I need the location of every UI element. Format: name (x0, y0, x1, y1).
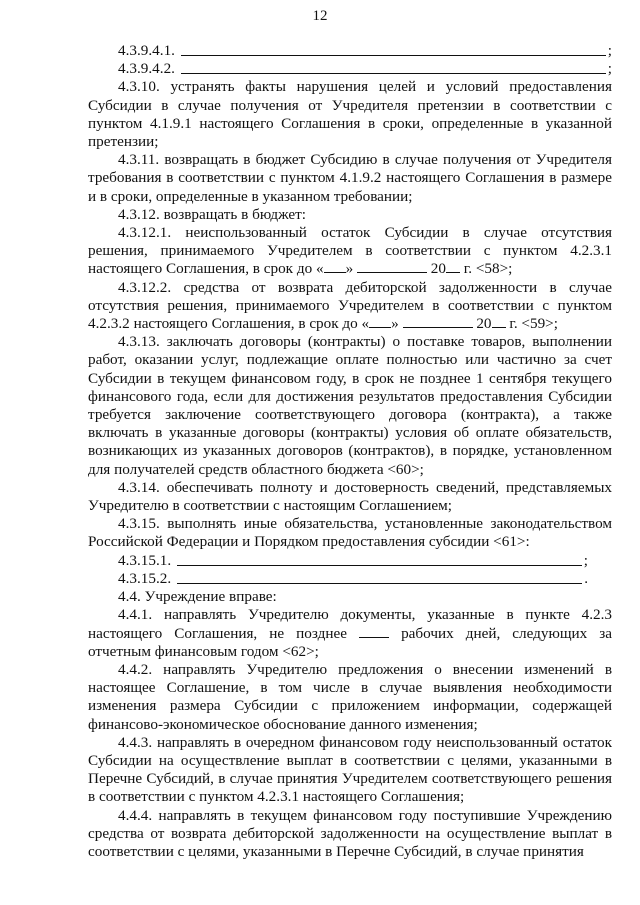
quote-close: » (345, 260, 354, 278)
clause-tail: г. <59>; (509, 315, 558, 333)
item-terminator: ; (607, 60, 612, 78)
clause-4-3-12-2 (88, 279, 612, 334)
day-blank (324, 260, 346, 273)
fill-in-blank (181, 43, 606, 56)
clause-4-3-14: 4.3.14. обеспечивать полноту и достоверность сведений, представляемых Учредителю в соответствии с настоящим Соглашением; (88, 478, 612, 515)
month-blank (357, 260, 427, 273)
month-blank (403, 315, 473, 328)
clause-4-4-3: 4.4.3. направлять в очередном финансовом году неиспользованный остаток Субсидии на осуществление выплат в соответствии с целями, указанными в Перечне Субсидий, в случае принятия Учредителем соответствующего решения в соответствии с пунктом 4.2.3.1 настоящего Соглашения; (88, 733, 612, 806)
clause-text: 4.3.12.2. средства от возврата дебиторской задолженности в случае отсутствия решения, принимаемого Учредителем в соответствии с пунктом 4.2.3.2 настоящего Соглашения, в срок до « (88, 278, 612, 333)
clause-4-4-2: 4.4.2. направлять Учредителю предложения о внесении изменений в настоящее Соглашение, в том числе в случае выявления необходимости изменения размера Субсидии с приложением информации, содержащей финансово-экономическое обоснование данного изменения; (88, 660, 612, 733)
clause-4-3-13: 4.3.13. заключать договоры (контракты) о поставке товаров, выполнении работ, оказании услуг, подлежащие оплате полностью или частично за счет Субсидии в текущем финансовом году, в срок не позднее 1 сентября текущего финансового года, если для достижения результатов предоставления Субсидии требуется заключение соответствующего договора (контракта), а также включать в указанные договоры (контракты) условия об оплате обязательств, возникающих из указанных договоров (контрактов), в порядке, установленном для получателей средств областного бюджета <60>; (88, 333, 612, 478)
page-number: 12 (312, 8, 328, 24)
item-number: 4.3.15.2. (118, 569, 172, 587)
item-terminator: . (584, 569, 588, 587)
clause-4-4: 4.4. Учреждение вправе: (118, 588, 277, 606)
day-blank (369, 315, 391, 328)
clause-tail: г. <58>; (463, 260, 513, 278)
year-blank (446, 260, 460, 273)
item-number: 4.3.9.4.2. (118, 60, 175, 78)
item-4-3-15-2 (88, 570, 612, 588)
clause-text: 4.4.1. направлять Учредителю документы, указанные в пункте 4.2.3 настоящего Соглашения, не позднее (88, 606, 612, 642)
item-4-3-15-1 (88, 552, 612, 570)
fill-in-blank (181, 61, 606, 74)
clause-4-4-1 (88, 606, 612, 661)
days-blank (359, 625, 389, 638)
item-terminator: ; (583, 551, 588, 569)
year-blank (492, 315, 506, 328)
document-body (88, 42, 612, 861)
clause-4-3-11: 4.3.11. возвращать в бюджет Субсидию в случае получения от Учредителя требования в соответствии с пунктом 4.1.9.2 настоящего Соглашения в размере и в сроки, определенные в указанном требовании; (88, 151, 612, 205)
clause-4-3-12-1 (88, 224, 612, 279)
item-number: 4.3.9.4.1. (118, 42, 175, 59)
item-number: 4.3.15.1. (118, 551, 172, 569)
fill-in-blank (177, 571, 582, 584)
item-4-3-9-4-2 (88, 60, 612, 78)
quote-close: » (391, 315, 399, 333)
clause-4-4-4: 4.4.4. направлять в текущем финансовом году поступившие Учреждению средства от возврата дебиторской задолженности на осуществление выплат в соответствии с целями, указанными в Перечне Субсидий, в случае принятия (88, 806, 612, 860)
clause-4-3-12: 4.3.12. возвращать в бюджет: (118, 205, 307, 223)
item-4-3-9-4-1 (88, 42, 612, 60)
clause-4-3-10: 4.3.10. устранять факты нарушения целей и условий предоставления Субсидии в случае получения от Учредителя претензии в соответствии с пунктом 4.1.9.1 настоящего Соглашения в сроки, определенные в указанной претензии; (88, 78, 612, 151)
year-prefix: 20 (476, 315, 492, 333)
year-prefix: 20 (430, 260, 446, 278)
fill-in-blank (177, 553, 582, 566)
item-terminator: ; (607, 42, 612, 59)
clause-4-3-15: 4.3.15. выполнять иные обязательства, установленные законодательством Российской Федерации и Порядком предоставления субсидии <61>: (88, 515, 612, 551)
clause-text: 4.3.12.1. неиспользованный остаток Субсидии в случае отсутствия решения, принимаемого Учредителем в соответствии с пунктом 4.2.3.1 настоящего Соглашения, в срок до « (88, 224, 612, 278)
clause-tail: рабочих дней, следующих за отчетным финансовым годом <62>; (88, 624, 613, 660)
